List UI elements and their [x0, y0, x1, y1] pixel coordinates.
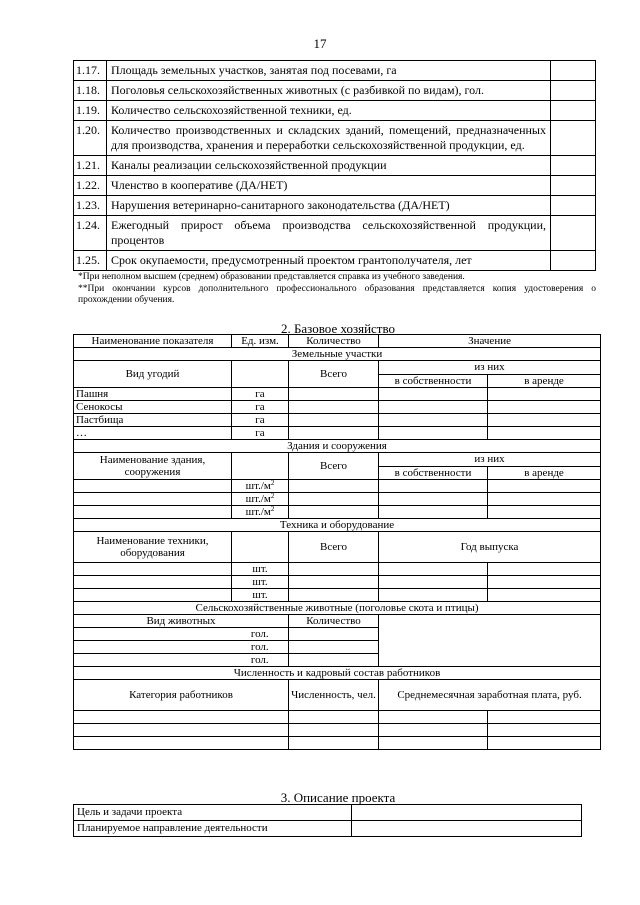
- table-row: [74, 176, 596, 196]
- land-col-of-which: из них: [379, 361, 601, 375]
- equipment-year-cell[interactable]: [488, 589, 601, 602]
- equipment-section-title: Техника и оборудование: [74, 519, 601, 532]
- land-section-title: Земельные участки: [74, 348, 601, 361]
- animal-name-cell[interactable]: [74, 628, 232, 641]
- building-total-cell[interactable]: [289, 493, 379, 506]
- row-value-cell[interactable]: [551, 101, 596, 121]
- land-row-unit: га: [232, 414, 289, 427]
- animal-unit: гол.: [232, 641, 289, 654]
- equipment-total-cell[interactable]: [289, 589, 379, 602]
- row-indicator: Ежегодный прирост объема производства сельскохозяйственной продукции, процентов: [107, 216, 551, 251]
- land-row-unit: га: [232, 388, 289, 401]
- buildings-col-name: Наименование здания, сооружения: [74, 453, 232, 480]
- land-total-cell[interactable]: [289, 414, 379, 427]
- building-own-cell[interactable]: [379, 506, 488, 519]
- animal-qty-cell[interactable]: [289, 654, 379, 667]
- indicators-table: [73, 60, 596, 271]
- row-number: 1.21.: [74, 156, 107, 176]
- building-name-cell[interactable]: [74, 480, 232, 493]
- staff-col-salary: Среднемесячная заработная плата, руб.: [379, 680, 601, 711]
- land-col-own: в собственности: [379, 374, 488, 388]
- land-own-cell[interactable]: [379, 401, 488, 414]
- row-indicator: Поголовья сельскохозяйственных животных (с разбивкой по видам), гол.: [107, 81, 551, 101]
- animal-name-cell[interactable]: [74, 654, 232, 667]
- staff-salary-cell[interactable]: [379, 711, 488, 724]
- building-name-cell[interactable]: [74, 493, 232, 506]
- animal-qty-cell[interactable]: [289, 641, 379, 654]
- equipment-name-cell[interactable]: [74, 563, 232, 576]
- header-quantity: Количество: [289, 335, 379, 348]
- building-own-cell[interactable]: [379, 493, 488, 506]
- building-own-cell[interactable]: [379, 480, 488, 493]
- land-row-name: Пашня: [74, 388, 232, 401]
- land-total-cell[interactable]: [289, 388, 379, 401]
- row-number: 1.22.: [74, 176, 107, 196]
- footnote-2: **При окончании курсов дополнительного профессионального образования представляется копия удостоверения о прохождении обучения.: [78, 283, 596, 305]
- equipment-unit: шт.: [232, 563, 289, 576]
- building-unit: $шт./м^2$: [232, 480, 289, 493]
- staff-category-cell[interactable]: [74, 737, 289, 750]
- table-row: [74, 121, 596, 156]
- staff-col-category: Категория работников: [74, 680, 289, 711]
- land-rent-cell[interactable]: [488, 427, 601, 440]
- row-indicator: Нарушения ветеринарно-санитарного законодательства (ДА/НЕТ): [107, 196, 551, 216]
- table-row: [74, 388, 601, 401]
- land-row-name: Сенокосы: [74, 401, 232, 414]
- land-row-unit: га: [232, 427, 289, 440]
- row-value-cell[interactable]: [551, 251, 596, 271]
- table-row: [74, 576, 601, 589]
- land-col-type: Вид угодий: [74, 361, 232, 388]
- row-number: 1.25.: [74, 251, 107, 271]
- table-row: [74, 563, 601, 576]
- project-direction-label: Планируемое направление деятельности: [74, 821, 352, 837]
- row-value-cell[interactable]: [551, 176, 596, 196]
- equipment-name-cell[interactable]: [74, 576, 232, 589]
- building-rent-cell[interactable]: [488, 506, 601, 519]
- animal-qty-cell[interactable]: [289, 628, 379, 641]
- building-rent-cell[interactable]: [488, 480, 601, 493]
- land-col-total: Всего: [289, 361, 379, 388]
- building-total-cell[interactable]: [289, 480, 379, 493]
- animal-name-cell[interactable]: [74, 641, 232, 654]
- table-row: [74, 401, 601, 414]
- land-row-name: …: [74, 427, 232, 440]
- table-row: [74, 589, 601, 602]
- header-value: Значение: [379, 335, 601, 348]
- table-row: [74, 711, 601, 724]
- equipment-name-cell[interactable]: [74, 589, 232, 602]
- table-row: [74, 506, 601, 519]
- equipment-year-cell[interactable]: [488, 563, 601, 576]
- row-value-cell[interactable]: [551, 216, 596, 251]
- staff-category-cell[interactable]: [74, 724, 289, 737]
- equipment-unit: шт.: [232, 576, 289, 589]
- table-row: [74, 480, 601, 493]
- table-row: [74, 251, 596, 271]
- building-total-cell[interactable]: [289, 506, 379, 519]
- row-number: 1.24.: [74, 216, 107, 251]
- row-number: 1.19.: [74, 101, 107, 121]
- land-total-cell[interactable]: [289, 401, 379, 414]
- row-number: 1.18.: [74, 81, 107, 101]
- equipment-total-cell[interactable]: [289, 563, 379, 576]
- animal-unit: гол.: [232, 654, 289, 667]
- row-value-cell[interactable]: [551, 61, 596, 81]
- staff-count-cell[interactable]: [289, 711, 379, 724]
- equipment-col-name: Наименование техники, оборудования: [74, 532, 232, 563]
- base-farm-table: [73, 334, 601, 750]
- animals-col-qty: Количество: [289, 615, 379, 628]
- row-number: 1.23.: [74, 196, 107, 216]
- animals-section-title: Сельскохозяйственные животные (поголовье скота и птицы): [74, 602, 601, 615]
- staff-section-title: Численность и кадровый состав работников: [74, 667, 601, 680]
- land-col-rent: в аренде: [488, 374, 601, 388]
- row-indicator: Срок окупаемости, предусмотренный проектом грантополучателя, лет: [107, 251, 551, 271]
- table-row: [74, 61, 596, 81]
- project-direction-value[interactable]: [352, 821, 582, 837]
- staff-salary-cell[interactable]: [488, 724, 601, 737]
- land-own-cell[interactable]: [379, 388, 488, 401]
- buildings-col-own: в собственности: [379, 466, 488, 480]
- section-3-title: 3. Описание проекта: [280, 790, 396, 805]
- table-row: [74, 81, 596, 101]
- equipment-year-cell[interactable]: [379, 563, 488, 576]
- land-own-cell[interactable]: [379, 427, 488, 440]
- building-unit: $шт./м^2$: [232, 506, 289, 519]
- row-indicator: Каналы реализации сельскохозяйственной продукции: [107, 156, 551, 176]
- land-row-name: Пастбища: [74, 414, 232, 427]
- building-rent-cell[interactable]: [488, 493, 601, 506]
- staff-count-cell[interactable]: [289, 737, 379, 750]
- equipment-year-cell[interactable]: [379, 576, 488, 589]
- row-indicator: Членство в кооперативе (ДА/НЕТ): [107, 176, 551, 196]
- row-value-cell[interactable]: [551, 81, 596, 101]
- land-rent-cell[interactable]: [488, 388, 601, 401]
- buildings-col-of-which: из них: [379, 453, 601, 467]
- staff-col-count: Численность, чел.: [289, 680, 379, 711]
- animals-col-type: Вид животных: [74, 615, 289, 628]
- staff-salary-cell[interactable]: [379, 737, 488, 750]
- land-row-unit: га: [232, 401, 289, 414]
- staff-salary-cell[interactable]: [379, 724, 488, 737]
- row-indicator: Количество производственных и складских зданий, помещений, предназначенных для производства, хранения и переработки сельскохозяйственной продукции, ед.: [107, 121, 551, 156]
- page-number: 17: [313, 36, 327, 51]
- table-row: [74, 156, 596, 176]
- staff-category-cell[interactable]: [74, 711, 289, 724]
- section-2-title: 2. Базовое хозяйство: [280, 321, 396, 336]
- equipment-total-cell[interactable]: [289, 576, 379, 589]
- footnotes: [78, 272, 596, 307]
- row-number: 1.17.: [74, 61, 107, 81]
- table-row: [74, 414, 601, 427]
- building-name-cell[interactable]: [74, 506, 232, 519]
- table-row: [74, 216, 596, 251]
- animal-unit: гол.: [232, 628, 289, 641]
- table-row: [74, 821, 582, 837]
- row-value-cell[interactable]: [551, 196, 596, 216]
- header-indicator-name: Наименование показателя: [74, 335, 232, 348]
- buildings-col-rent: в аренде: [488, 466, 601, 480]
- land-rent-cell[interactable]: [488, 401, 601, 414]
- staff-count-cell[interactable]: [289, 724, 379, 737]
- staff-salary-cell[interactable]: [488, 737, 601, 750]
- table-row: [74, 724, 601, 737]
- table-row: [74, 101, 596, 121]
- row-indicator: Количество сельскохозяйственной техники, ед.: [107, 101, 551, 121]
- buildings-section-title: Здания и сооружения: [74, 440, 601, 453]
- equipment-col-year: Год выпуска: [379, 532, 601, 563]
- equipment-year-cell[interactable]: [488, 576, 601, 589]
- header-unit: Ед. изм.: [232, 335, 289, 348]
- equipment-unit: шт.: [232, 589, 289, 602]
- equipment-col-total: Всего: [289, 532, 379, 563]
- table-row: [74, 737, 601, 750]
- row-indicator: Площадь земельных участков, занятая под посевами, га: [107, 61, 551, 81]
- table-row: [74, 805, 582, 821]
- row-value-cell[interactable]: [551, 121, 596, 156]
- land-total-cell[interactable]: [289, 427, 379, 440]
- table-row: [74, 493, 601, 506]
- project-description-table: [73, 804, 582, 837]
- table-row: [74, 196, 596, 216]
- row-number: 1.20.: [74, 121, 107, 156]
- table-row: [74, 427, 601, 440]
- row-value-cell[interactable]: [551, 156, 596, 176]
- buildings-col-total: Всего: [289, 453, 379, 480]
- project-goal-value[interactable]: [352, 805, 582, 821]
- staff-salary-cell[interactable]: [488, 711, 601, 724]
- land-own-cell[interactable]: [379, 414, 488, 427]
- footnote-1: *При неполном высшем (среднем) образовании представляется справка из учебного заведения.: [78, 272, 465, 282]
- equipment-year-cell[interactable]: [379, 589, 488, 602]
- building-unit: $шт./м^2$: [232, 493, 289, 506]
- land-rent-cell[interactable]: [488, 414, 601, 427]
- project-goal-label: Цель и задачи проекта: [74, 805, 352, 821]
